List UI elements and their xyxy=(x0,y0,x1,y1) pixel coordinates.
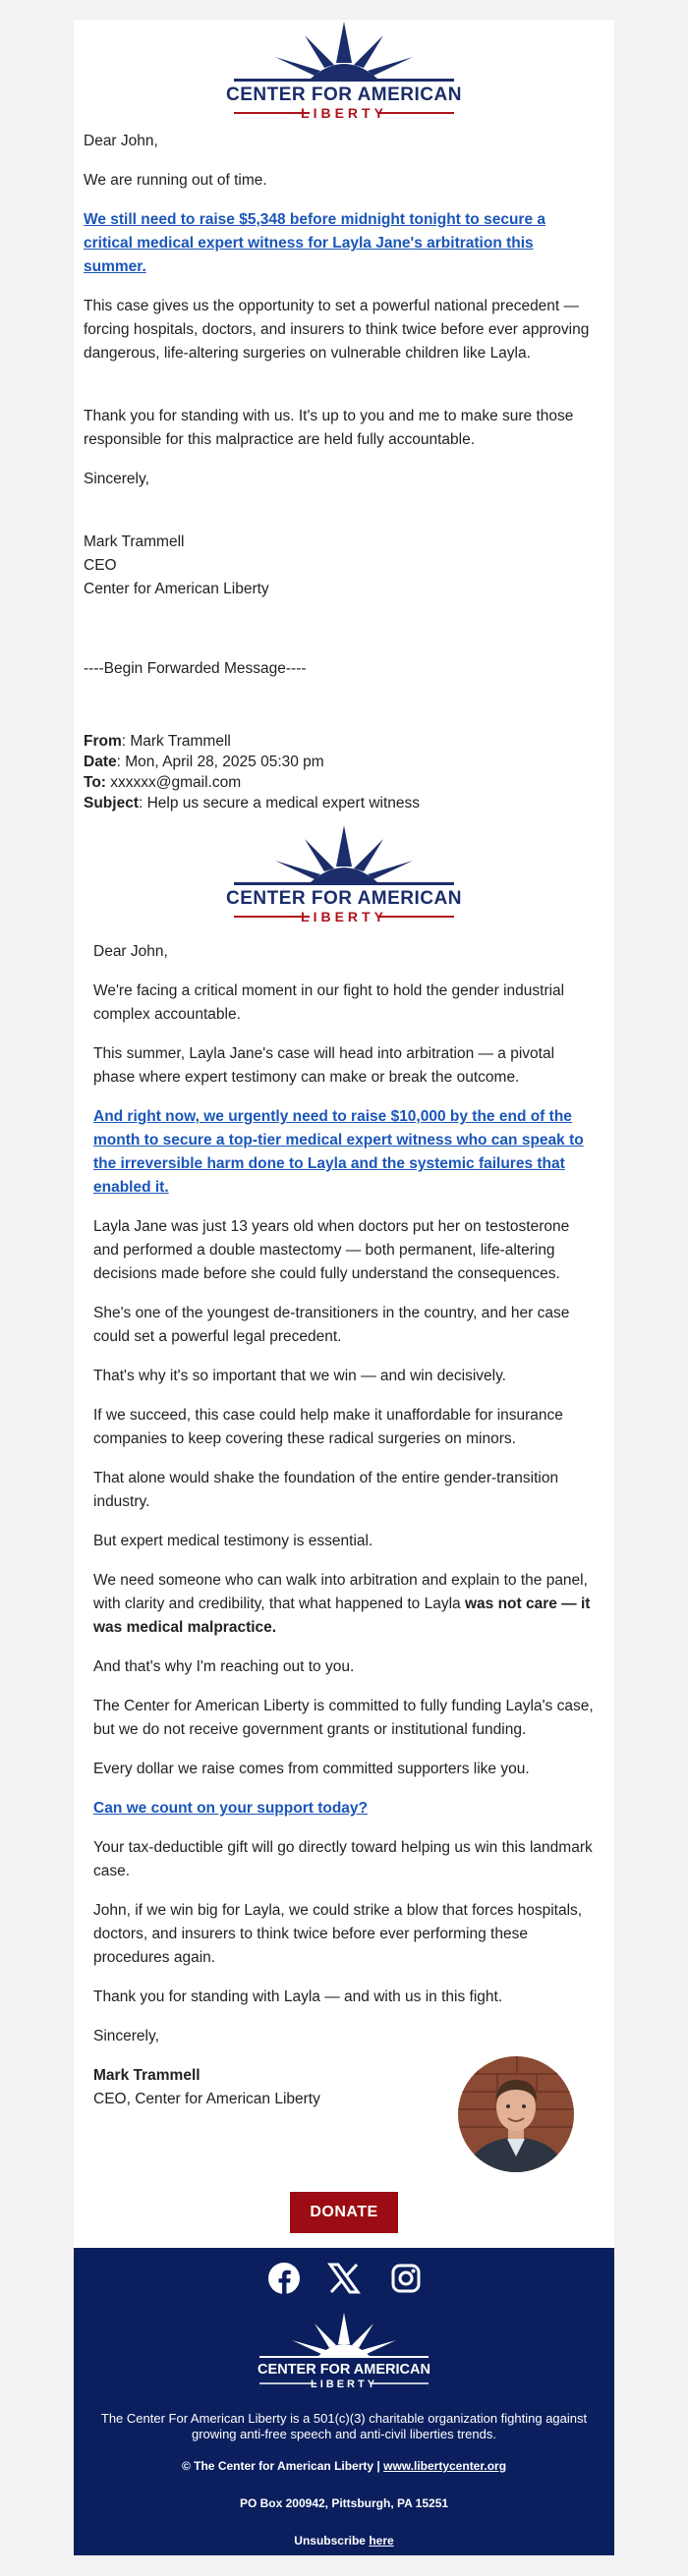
signature-title: CEO xyxy=(84,557,117,574)
greeting: Dear John, xyxy=(84,133,158,149)
paragraph: If we succeed, this case could help make it unaffordable for insurance companies to keep covering these radical surgeries on minors. xyxy=(93,1407,563,1447)
paragraph: And that's why I'm reaching out to you. xyxy=(93,1658,355,1675)
emphasis: was not care — it was medical malpractice. xyxy=(93,1596,591,1636)
footer-address: PO Box 200942, Pittsburgh, PA 15251 xyxy=(239,2496,449,2510)
from-value: : Mark Trammell xyxy=(121,733,231,750)
signoff: Sincerely, xyxy=(93,2028,159,2044)
signature-org: Center for American Liberty xyxy=(84,581,269,597)
logo-line1: CENTER FOR AMERICAN xyxy=(226,84,462,105)
forward-date xyxy=(84,752,324,772)
date-value: : Mon, April 28, 2025 05:30 pm xyxy=(116,754,324,770)
brand-logo xyxy=(74,20,614,126)
signoff: Sincerely, xyxy=(84,471,149,487)
paragraph: Thank you for standing with us. It's up to you and me to make sure those responsible for this malpractice are held fully accountable. xyxy=(84,408,574,448)
from-label: From xyxy=(84,733,122,750)
to-value: xxxxxx@gmail.com xyxy=(105,774,242,791)
support-link[interactable]: Can we count on your support today? xyxy=(93,1800,368,1817)
forward-to xyxy=(84,772,241,793)
paragraph: Layla Jane was just 13 years old when doctors put her on testosterone and performed a double mastectomy — both permanent, life-altering decisions made before she could fully understand the consequences. xyxy=(93,1218,570,1282)
logo-line1: CENTER FOR AMERICAN xyxy=(258,2362,430,2378)
subject-value: : Help us secure a medical expert witness xyxy=(138,795,421,812)
to-label: To: xyxy=(84,774,106,791)
donation-link[interactable]: And right now, we urgently need to raise $10,000 by the end of the month to secure a top-tier medical expert witness who can speak to the irreversible harm done to Layla and the systemic failures that enabled it. xyxy=(93,1108,584,1196)
avatar xyxy=(458,2056,574,2172)
paragraph: But expert medical testimony is essential. xyxy=(93,1533,373,1549)
paragraph xyxy=(93,1569,595,1640)
x-icon[interactable] xyxy=(325,2260,363,2297)
paragraph-text: We need someone who can walk into arbitration and explain to the panel, with clarity and credibility, that what happened to Layla xyxy=(93,1572,588,1612)
website-link[interactable]: www.libertycenter.org xyxy=(383,2459,507,2473)
signature-title: CEO, Center for American Liberty xyxy=(93,2091,320,2107)
paragraph: John, if we win big for Layla, we could strike a blow that forces hospitals, doctors, and insurers to think twice before ever performing these procedures again. xyxy=(93,1902,583,1966)
copyright-text: © The Center for American Liberty | xyxy=(181,2459,384,2473)
paragraph: This summer, Layla Jane's case will head into arbitration — a pivotal phase where expert testimony can make or break the outcome. xyxy=(93,1045,555,1086)
unsubscribe-link[interactable]: here xyxy=(369,2534,394,2548)
donate-button[interactable]: DONATE xyxy=(290,2192,398,2233)
brand-logo-forwarded xyxy=(74,823,614,929)
date-label: Date xyxy=(84,754,117,770)
forward-subject xyxy=(84,793,420,813)
paragraph: Every dollar we raise comes from committed supporters like you. xyxy=(93,1761,530,1777)
footer-logo xyxy=(74,2311,614,2391)
greeting: Dear John, xyxy=(93,943,168,960)
logo-line2: LIBERTY xyxy=(301,105,387,121)
paragraph: Your tax-deductible gift will go directly toward helping us win this landmark case. xyxy=(93,1839,593,1879)
paragraph: That's why it's so important that we win — and win decisively. xyxy=(93,1368,506,1384)
paragraph: She's one of the youngest de-transitioners in the country, and her case could set a powerful legal precedent. xyxy=(93,1305,570,1345)
footer-unsubscribe xyxy=(93,2534,595,2548)
donation-link[interactable]: We still need to raise $5,348 before midnight tonight to secure a critical medical expert witness for Layla Jane's arbitration this summer. xyxy=(84,211,545,275)
unsubscribe-text: Unsubscribe xyxy=(294,2534,370,2548)
logo-line2: LIBERTY xyxy=(310,2379,378,2390)
footer-mission: The Center For American Liberty is a 501(c)(3) charitable organization fighting against growing anti-free speech and anti-civil liberties trends. xyxy=(100,2411,588,2441)
subject-label: Subject xyxy=(84,795,139,812)
forward-marker: ----Begin Forwarded Message---- xyxy=(84,660,307,677)
signature-name: Mark Trammell xyxy=(93,2067,201,2084)
logo-line2: LIBERTY xyxy=(301,909,387,924)
logo-line1: CENTER FOR AMERICAN xyxy=(226,888,462,909)
instagram-icon[interactable] xyxy=(387,2260,425,2297)
paragraph: The Center for American Liberty is committed to fully funding Layla's case, but we do not receive government grants or institutional funding. xyxy=(93,1698,594,1738)
paragraph: We are running out of time. xyxy=(84,172,267,189)
facebook-icon[interactable] xyxy=(265,2260,303,2297)
paragraph: We're facing a critical moment in our fight to hold the gender industrial complex accountable. xyxy=(93,982,565,1023)
footer-copyright xyxy=(93,2459,595,2473)
paragraph: That alone would shake the foundation of the entire gender-transition industry. xyxy=(93,1470,559,1510)
forward-from xyxy=(84,731,231,752)
paragraph: This case gives us the opportunity to set a powerful national precedent — forcing hospitals, doctors, and insurers to think twice before ever approving dangerous, life-altering surgeries on vulnerable children like Layla. xyxy=(84,298,590,362)
signature-name: Mark Trammell xyxy=(84,533,185,550)
paragraph: Thank you for standing with Layla — and with us in this fight. xyxy=(93,1988,503,2005)
